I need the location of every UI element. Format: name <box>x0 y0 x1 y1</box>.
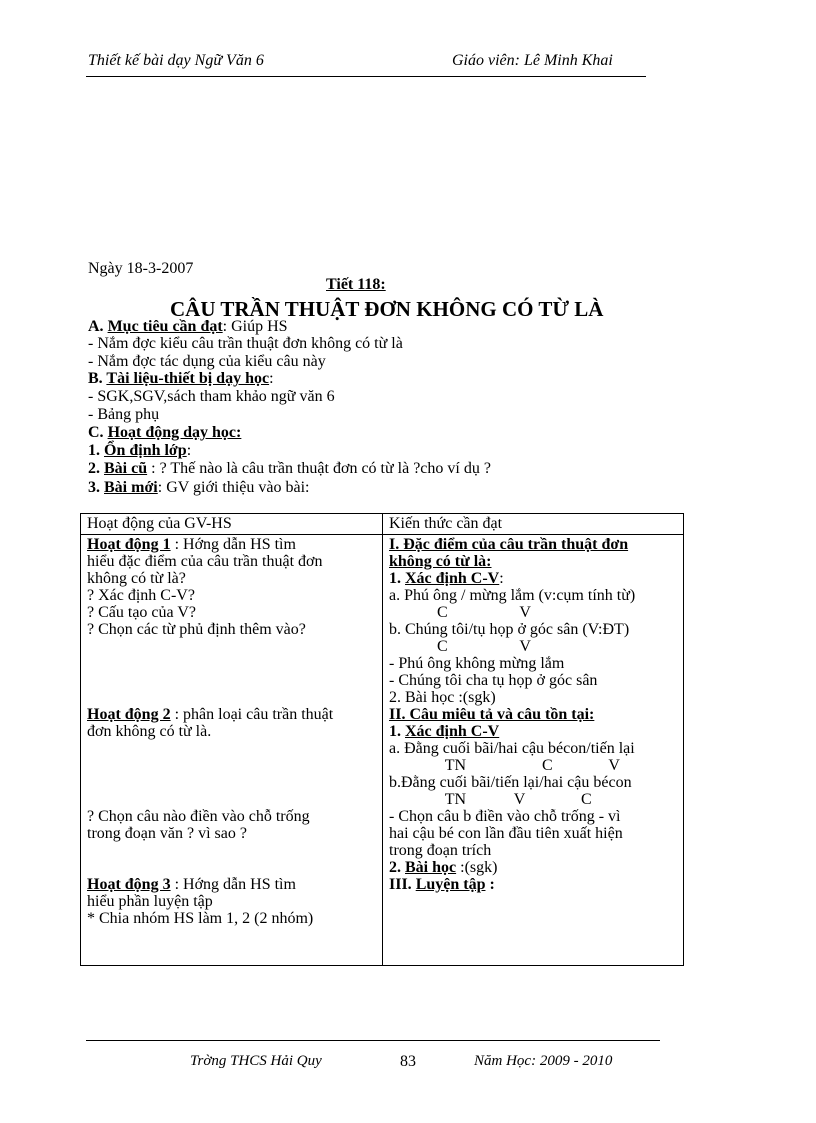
lesson-period: Tiết 118: <box>326 276 386 293</box>
lesson-reference: 2. Bài học :(sgk) <box>389 689 496 706</box>
activity-1-line: không có từ là? <box>87 570 186 587</box>
activity-3-heading <box>87 876 376 893</box>
footer-page-number: 83 <box>400 1053 416 1070</box>
section-b-title: Tài liệu-thiết bị dạy học <box>106 370 270 387</box>
section-ii-sub-num: 1. <box>389 723 405 740</box>
lesson-plan-table <box>80 513 684 966</box>
answer-line: hai cậu bé con lần đầu tiên xuất hiện <box>389 825 623 842</box>
section-ii-sub-heading <box>389 723 677 740</box>
section-ii-lesson-title: Bài học <box>405 859 457 876</box>
section-i-sub-rest: : <box>499 570 504 587</box>
section-i-heading-cont: không có từ là: <box>389 553 492 570</box>
example2-a-cv: TN C V <box>389 757 620 774</box>
question-line: ? Chọn câu nào điền vào chỗ trống <box>87 808 310 825</box>
section-iii-heading <box>389 876 677 893</box>
activity-2-line: đơn không có từ là. <box>87 723 212 740</box>
table-header-knowledge: Kiến thức cần đạt <box>383 514 684 535</box>
activity-3-line: hiểu phần luyện tập <box>87 893 213 910</box>
section-b-prefix: B. <box>88 370 107 387</box>
section-c-item-1-label: Ổn định lớp <box>104 442 187 459</box>
activity-2-heading <box>87 706 376 723</box>
section-c-item-2-rest: : ? Thế nào là câu trần thuật đơn có từ là ?cho ví dụ ? <box>147 460 491 477</box>
header-divider <box>86 76 646 77</box>
section-b-heading <box>88 370 274 387</box>
lesson-title: CÂU TRẦN THUẬT ĐƠN KHÔNG CÓ TỪ LÀ <box>170 297 604 321</box>
section-c-item-1 <box>88 442 191 459</box>
footer-divider <box>86 1040 660 1041</box>
section-b-line-1: - SGK,SGV,sách tham khảo ngữ văn 6 <box>88 388 335 405</box>
section-ii-lesson-rest: :(sgk) <box>456 859 498 876</box>
footer-school: Trờng THCS Hải Quy <box>190 1053 322 1069</box>
section-ii-lesson-num: 2. <box>389 859 405 876</box>
activity-2-label: Hoạt động 2 <box>87 706 171 723</box>
example-a: a. Phú ông / mừng lắm (v:cụm tính từ) <box>389 587 636 604</box>
example2-b: b.Đằng cuối bãi/tiến lại/hai cậu bécon <box>389 774 632 791</box>
section-b-line-2: - Bảng phụ <box>88 406 160 423</box>
question-line: trong đoạn văn ? vì sao ? <box>87 825 247 842</box>
activity-1-label: Hoạt động 1 <box>87 536 171 553</box>
section-c-item-3 <box>88 479 309 496</box>
section-a-suffix: : Giúp HS <box>222 318 288 335</box>
section-c-item-3-num: 3. <box>88 479 104 496</box>
section-a-line-2: - Nắm đợc tác dụng của kiểu câu này <box>88 353 326 370</box>
section-c-item-1-num: 1. <box>88 442 104 459</box>
section-a-heading <box>88 318 288 335</box>
section-a-line-1: - Nắm đợc kiểu câu trần thuật đơn không có từ là <box>88 335 403 352</box>
section-iii-prefix: III. <box>389 876 416 893</box>
section-b-suffix: : <box>269 370 274 387</box>
activity-1-line: ? Cấu tạo của V? <box>87 604 196 621</box>
section-c-item-2-num: 2. <box>88 460 104 477</box>
activity-3-text: : Hớng dẫn HS tìm <box>170 876 296 893</box>
header-right-text: Giáo viên: Lê Minh Khai <box>452 52 613 69</box>
section-c-item-3-label: Bài mới <box>104 479 158 496</box>
section-iii-title: Luyện tập <box>415 876 486 893</box>
section-ii-sub-title: Xác định C-V <box>405 723 500 740</box>
section-c-heading <box>88 424 241 441</box>
section-c-prefix: C. <box>88 424 108 441</box>
table-body-row <box>81 535 684 966</box>
knowledge-column <box>383 535 684 966</box>
example2-a: a. Đằng cuối bãi/hai cậu bécon/tiến lại <box>389 740 635 757</box>
section-c-title: Hoạt động dạy học: <box>107 424 242 441</box>
negation-2: - Chúng tôi cha tụ họp ở góc sân <box>389 672 598 689</box>
section-iii-rest: : <box>485 876 495 893</box>
activity-1-heading <box>87 536 376 553</box>
activity-1-line: ? Chọn các từ phủ định thêm vào? <box>87 621 306 638</box>
negation-1: - Phú ông không mừng lắm <box>389 655 565 672</box>
section-c-item-3-rest: : GV giới thiệu vào bài: <box>157 479 310 496</box>
table-header-activities: Hoạt động của GV-HS <box>81 514 383 535</box>
example-a-cv: C V <box>389 604 531 621</box>
section-c-item-2-label: Bài cũ <box>104 460 148 477</box>
section-i-sub-title: Xác định C-V <box>405 570 500 587</box>
answer-line: - Chọn câu b điền vào chỗ trống - vì <box>389 808 621 825</box>
table-header-row <box>81 514 684 535</box>
activity-1-line: hiểu đặc điểm của câu trần thuật đơn <box>87 553 323 570</box>
answer-line: trong đoạn trích <box>389 842 492 859</box>
activity-1-text: : Hớng dẫn HS tìm <box>170 536 296 553</box>
activity-2-text: : phân loại câu trần thuật <box>170 706 334 723</box>
activity-1-line: ? Xác định C-V? <box>87 587 195 604</box>
section-i-sub-heading <box>389 570 677 587</box>
header-left-text: Thiết kế bài dạy Ngữ Văn 6 <box>88 52 264 69</box>
section-i-heading: I. Đặc điểm của câu trần thuật đơn <box>389 536 629 553</box>
activity-3-line: * Chia nhóm HS làm 1, 2 (2 nhóm) <box>87 910 314 927</box>
lesson-date: Ngày 18-3-2007 <box>88 260 194 277</box>
section-a-title: Mục tiêu cần đạt <box>107 318 223 335</box>
section-c-item-1-rest: : <box>186 442 192 459</box>
section-c-item-2 <box>88 460 491 477</box>
section-a-prefix: A. <box>88 318 108 335</box>
example-b-cv: C V <box>389 638 531 655</box>
section-ii-heading: II. Câu miêu tả và câu tồn tại: <box>389 706 595 723</box>
activities-column <box>81 535 383 966</box>
example2-b-cv: TN V C <box>389 791 592 808</box>
section-ii-lesson <box>389 859 677 876</box>
activity-3-label: Hoạt động 3 <box>87 876 171 893</box>
footer-school-year: Năm Học: 2009 - 2010 <box>474 1053 613 1069</box>
section-i-sub-num: 1. <box>389 570 405 587</box>
example-b: b. Chúng tôi/tụ họp ở góc sân (V:ĐT) <box>389 621 630 638</box>
